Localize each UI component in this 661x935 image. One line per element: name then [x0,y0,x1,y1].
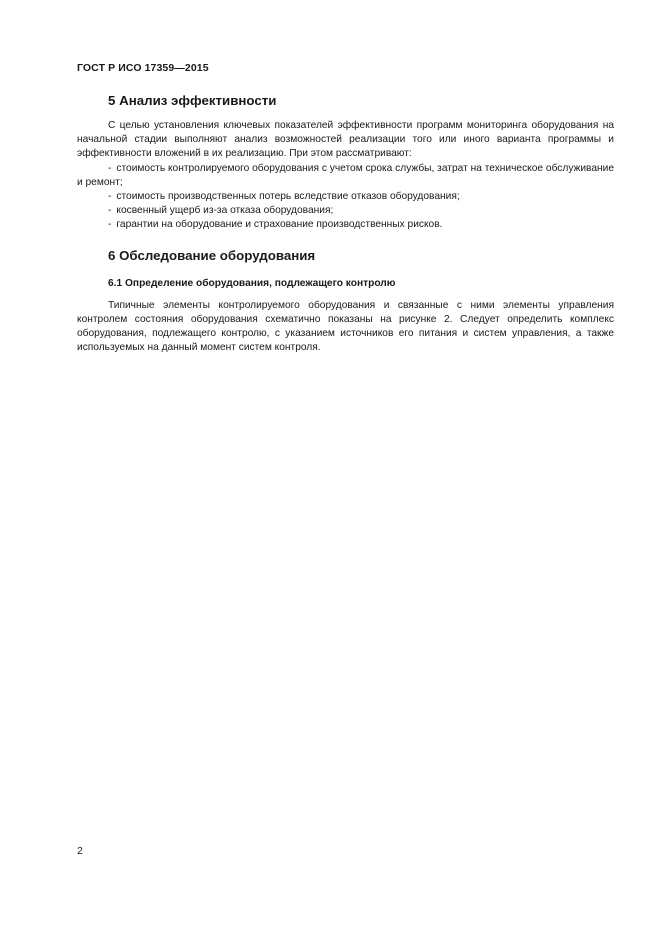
section-5-list [77,162,614,233]
document-header: ГОСТ Р ИСО 17359—2015 [77,62,209,74]
bullet-dash: - [108,205,112,217]
section-5-intro-paragraph: С целью установления ключевых показателей эффективности программ мониторинга оборудования на начальной стадии выполняют анализ возможностей реализации того или иного варианта программы и эффективности вложений в их реализацию. При этом рассматривают: [77,120,614,160]
subsection-6-1-heading: 6.1 Определение оборудования, подлежащего контролю [108,277,396,289]
list-item [77,190,614,204]
subsection-6-1-paragraph: Типичные элементы контролируемого оборудования и связанные с ними элементы управления контролем состояния оборудования схематично показаны на рисунке 2. Следует определить комплекс оборудования, подлежащего контролю, с указанием источников его питания и систем управления, а также используемых на данный момент систем контроля. [77,299,614,354]
list-item-text: косвенный ущерб из-за отказа оборудования; [116,205,334,217]
bullet-dash: - [108,219,112,231]
list-item-text: стоимость производственных потерь вследствие отказов оборудования; [116,191,460,203]
page-number: 2 [77,845,83,857]
list-item [77,162,614,190]
list-item-text: стоимость контролируемого оборудования с учетом срока службы, затрат на техническое обслуживание и ремонт; [77,162,614,188]
list-item-text: гарантии на оборудование и страхование производственных рисков. [116,219,443,231]
list-item [77,218,614,232]
list-item [77,204,614,218]
section-6-heading: 6 Обследование оборудования [108,247,316,263]
section-5-heading: 5 Анализ эффективности [108,93,277,108]
bullet-dash: - [108,191,112,203]
bullet-dash: - [108,162,112,174]
document-body [77,92,614,355]
